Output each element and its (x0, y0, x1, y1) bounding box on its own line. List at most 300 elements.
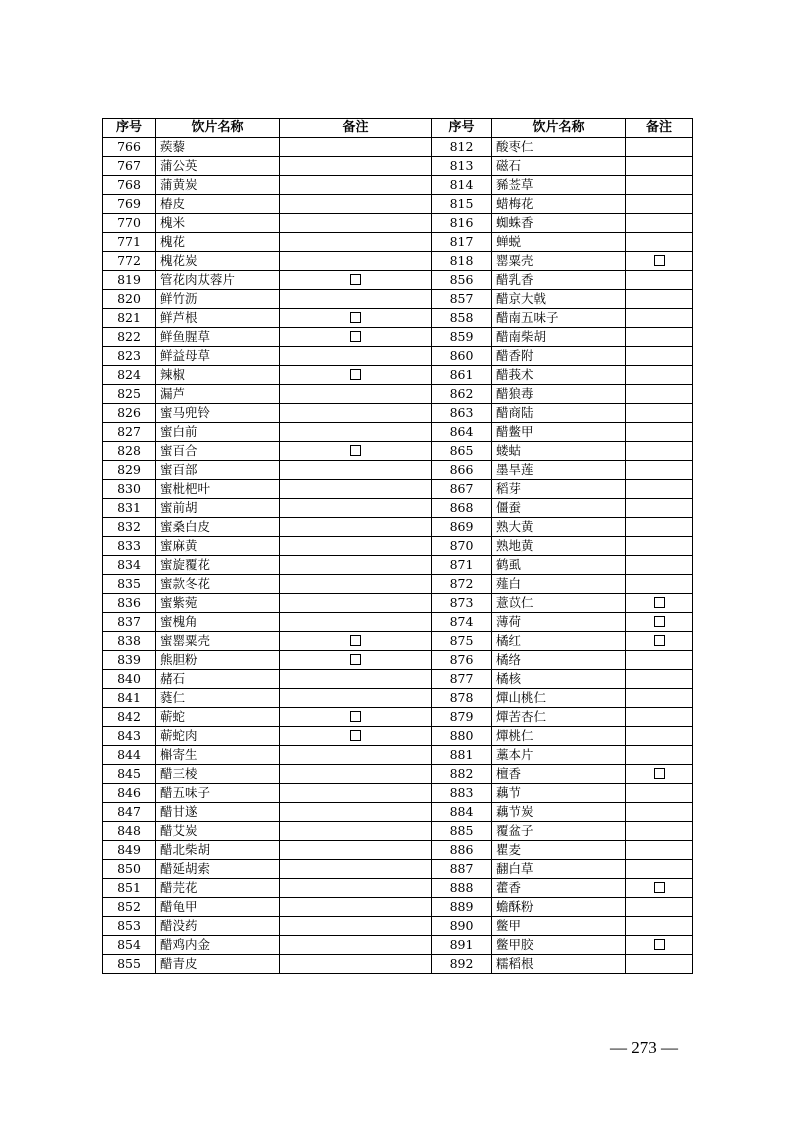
item-name: 醋南柴胡 (492, 328, 626, 347)
item-note (626, 575, 693, 594)
item-note (280, 442, 432, 461)
item-note (280, 803, 432, 822)
item-name: 醋鸡内金 (156, 936, 280, 955)
item-number: 813 (432, 157, 492, 176)
item-note (626, 708, 693, 727)
item-name: 墨旱莲 (492, 461, 626, 480)
item-number: 885 (432, 822, 492, 841)
item-number: 882 (432, 765, 492, 784)
item-note (280, 214, 432, 233)
item-name: 藕节炭 (492, 803, 626, 822)
item-note (626, 442, 693, 461)
item-number: 870 (432, 537, 492, 556)
item-name: 蟾酥粉 (492, 898, 626, 917)
item-name: 醋甘遂 (156, 803, 280, 822)
item-note (280, 480, 432, 499)
checkbox-icon (654, 939, 665, 950)
item-number: 826 (103, 404, 156, 423)
item-number: 819 (103, 271, 156, 290)
item-name: 蜜百部 (156, 461, 280, 480)
item-note (280, 252, 432, 271)
item-name: 醋香附 (492, 347, 626, 366)
item-note (280, 632, 432, 651)
item-note (280, 328, 432, 347)
item-name: 漏芦 (156, 385, 280, 404)
item-note (626, 176, 693, 195)
table-row (103, 537, 693, 556)
item-number: 848 (103, 822, 156, 841)
checkbox-icon (350, 730, 361, 741)
item-name: 蕲蛇 (156, 708, 280, 727)
item-name: 蒲公英 (156, 157, 280, 176)
table-row (103, 423, 693, 442)
item-name: 酸枣仁 (492, 138, 626, 157)
item-name: 醋商陆 (492, 404, 626, 423)
item-name: 醋延胡索 (156, 860, 280, 879)
table-row (103, 632, 693, 651)
item-note (626, 309, 693, 328)
item-name: 瞿麦 (492, 841, 626, 860)
item-note (280, 404, 432, 423)
item-number: 875 (432, 632, 492, 651)
item-name: 薄荷 (492, 613, 626, 632)
item-number: 834 (103, 556, 156, 575)
item-name: 稻芽 (492, 480, 626, 499)
item-name: 燀桃仁 (492, 727, 626, 746)
item-number: 772 (103, 252, 156, 271)
table-row (103, 575, 693, 594)
item-number: 880 (432, 727, 492, 746)
item-name: 醋没药 (156, 917, 280, 936)
item-note (626, 290, 693, 309)
item-note (280, 746, 432, 765)
item-note (626, 233, 693, 252)
item-note (280, 366, 432, 385)
item-note (280, 917, 432, 936)
table-row (103, 689, 693, 708)
table-row (103, 556, 693, 575)
item-note (280, 936, 432, 955)
item-note (626, 480, 693, 499)
item-name: 僵蚕 (492, 499, 626, 518)
item-name: 糯稻根 (492, 955, 626, 974)
checkbox-icon (350, 445, 361, 456)
item-name: 蜡梅花 (492, 195, 626, 214)
checkbox-icon (654, 635, 665, 646)
table-row (103, 442, 693, 461)
item-number: 836 (103, 594, 156, 613)
item-name: 蕲蛇肉 (156, 727, 280, 746)
item-name: 燀山桃仁 (492, 689, 626, 708)
item-number: 866 (432, 461, 492, 480)
table-row (103, 955, 693, 974)
item-name: 槐米 (156, 214, 280, 233)
item-name: 醋莪术 (492, 366, 626, 385)
item-number: 871 (432, 556, 492, 575)
item-number: 865 (432, 442, 492, 461)
item-note (626, 252, 693, 271)
item-name: 醋艾炭 (156, 822, 280, 841)
item-name: 熊胆粉 (156, 651, 280, 670)
item-name: 醋京大戟 (492, 290, 626, 309)
item-number: 771 (103, 233, 156, 252)
item-name: 醋龟甲 (156, 898, 280, 917)
item-note (280, 423, 432, 442)
item-number: 861 (432, 366, 492, 385)
item-number: 766 (103, 138, 156, 157)
item-note (280, 784, 432, 803)
item-note (280, 708, 432, 727)
item-note (280, 670, 432, 689)
item-note (280, 594, 432, 613)
item-name: 醋青皮 (156, 955, 280, 974)
item-number: 842 (103, 708, 156, 727)
item-number: 847 (103, 803, 156, 822)
item-note (626, 955, 693, 974)
item-number: 767 (103, 157, 156, 176)
item-name: 鹤虱 (492, 556, 626, 575)
item-number: 828 (103, 442, 156, 461)
item-name: 橘红 (492, 632, 626, 651)
item-name: 藁本片 (492, 746, 626, 765)
item-name: 蜜桑白皮 (156, 518, 280, 537)
item-number: 816 (432, 214, 492, 233)
item-number: 853 (103, 917, 156, 936)
item-number: 815 (432, 195, 492, 214)
item-name: 蜜旋覆花 (156, 556, 280, 575)
header-row (103, 119, 693, 138)
item-note (626, 328, 693, 347)
checkbox-icon (350, 654, 361, 665)
table-row (103, 708, 693, 727)
table-row (103, 214, 693, 233)
table-row (103, 176, 693, 195)
item-number: 874 (432, 613, 492, 632)
item-note (626, 651, 693, 670)
table-row (103, 195, 693, 214)
item-name: 蜘蛛香 (492, 214, 626, 233)
item-number: 838 (103, 632, 156, 651)
item-name: 蒺藜 (156, 138, 280, 157)
header-name-left: 饮片名称 (156, 119, 280, 138)
checkbox-icon (350, 711, 361, 722)
item-number: 858 (432, 309, 492, 328)
item-number: 827 (103, 423, 156, 442)
item-name: 醋五味子 (156, 784, 280, 803)
header-note-right: 备注 (626, 119, 693, 138)
item-number: 851 (103, 879, 156, 898)
table-row (103, 404, 693, 423)
item-note (280, 499, 432, 518)
item-note (626, 423, 693, 442)
item-name: 蜜百合 (156, 442, 280, 461)
page-number: — 273 — (610, 1038, 678, 1057)
item-note (626, 271, 693, 290)
item-number: 817 (432, 233, 492, 252)
item-number: 856 (432, 271, 492, 290)
table-row (103, 898, 693, 917)
item-note (626, 385, 693, 404)
table-row (103, 879, 693, 898)
item-name: 蜜罂粟壳 (156, 632, 280, 651)
item-name: 覆盆子 (492, 822, 626, 841)
item-note (280, 689, 432, 708)
item-name: 蜜款冬花 (156, 575, 280, 594)
item-note (280, 461, 432, 480)
item-name: 醋鳖甲 (492, 423, 626, 442)
item-note (280, 651, 432, 670)
item-name: 蜜槐角 (156, 613, 280, 632)
item-name: 醋狼毒 (492, 385, 626, 404)
item-name: 槲寄生 (156, 746, 280, 765)
table-row (103, 252, 693, 271)
item-number: 872 (432, 575, 492, 594)
item-name: 熟地黄 (492, 537, 626, 556)
item-name: 醋芫花 (156, 879, 280, 898)
table-row (103, 670, 693, 689)
item-number: 841 (103, 689, 156, 708)
item-number: 889 (432, 898, 492, 917)
checkbox-icon (654, 597, 665, 608)
item-note (280, 233, 432, 252)
item-note (626, 195, 693, 214)
item-note (626, 366, 693, 385)
item-name: 薏苡仁 (492, 594, 626, 613)
table-row (103, 309, 693, 328)
item-number: 814 (432, 176, 492, 195)
item-number: 879 (432, 708, 492, 727)
table-row (103, 385, 693, 404)
item-note (280, 822, 432, 841)
item-note (626, 499, 693, 518)
item-number: 830 (103, 480, 156, 499)
item-note (626, 157, 693, 176)
table-row (103, 518, 693, 537)
table-row (103, 594, 693, 613)
item-name: 翻白草 (492, 860, 626, 879)
item-note (280, 347, 432, 366)
item-number: 833 (103, 537, 156, 556)
item-name: 蜜白前 (156, 423, 280, 442)
item-note (280, 613, 432, 632)
item-note (626, 632, 693, 651)
item-name: 蕤仁 (156, 689, 280, 708)
item-note (280, 271, 432, 290)
item-name: 熟大黄 (492, 518, 626, 537)
item-number: 821 (103, 309, 156, 328)
item-note (280, 195, 432, 214)
item-number: 835 (103, 575, 156, 594)
item-name: 橘络 (492, 651, 626, 670)
table-row (103, 480, 693, 499)
table-row (103, 784, 693, 803)
item-number: 840 (103, 670, 156, 689)
item-note (626, 898, 693, 917)
item-name: 豨莶草 (492, 176, 626, 195)
table-row (103, 157, 693, 176)
item-note (280, 556, 432, 575)
header-name-right: 饮片名称 (492, 119, 626, 138)
table-row (103, 366, 693, 385)
item-number: 846 (103, 784, 156, 803)
item-name: 管花肉苁蓉片 (156, 271, 280, 290)
table-row (103, 746, 693, 765)
item-note (626, 803, 693, 822)
table-body (103, 138, 693, 974)
table-row (103, 613, 693, 632)
item-number: 818 (432, 252, 492, 271)
item-note (280, 879, 432, 898)
item-note (280, 765, 432, 784)
item-number: 864 (432, 423, 492, 442)
table-row (103, 651, 693, 670)
table-row (103, 917, 693, 936)
item-name: 醋南五味子 (492, 309, 626, 328)
checkbox-icon (350, 312, 361, 323)
item-note (280, 898, 432, 917)
item-number: 850 (103, 860, 156, 879)
item-name: 辣椒 (156, 366, 280, 385)
item-note (280, 385, 432, 404)
item-note (280, 176, 432, 195)
item-note (626, 727, 693, 746)
item-note (626, 936, 693, 955)
item-note (626, 537, 693, 556)
item-number: 883 (432, 784, 492, 803)
item-number: 824 (103, 366, 156, 385)
table-row (103, 860, 693, 879)
table-row (103, 271, 693, 290)
item-note (626, 689, 693, 708)
item-name: 鳖甲胶 (492, 936, 626, 955)
item-name: 磁石 (492, 157, 626, 176)
item-note (626, 670, 693, 689)
item-note (280, 157, 432, 176)
item-number: 843 (103, 727, 156, 746)
item-note (626, 214, 693, 233)
item-number: 887 (432, 860, 492, 879)
item-number: 822 (103, 328, 156, 347)
table-row (103, 328, 693, 347)
item-note (626, 404, 693, 423)
item-note (626, 138, 693, 157)
item-note (280, 955, 432, 974)
item-number: 863 (432, 404, 492, 423)
item-number: 831 (103, 499, 156, 518)
item-note (626, 518, 693, 537)
item-name: 醋三棱 (156, 765, 280, 784)
item-number: 869 (432, 518, 492, 537)
item-name: 赭石 (156, 670, 280, 689)
item-number: 844 (103, 746, 156, 765)
item-note (280, 309, 432, 328)
item-number: 867 (432, 480, 492, 499)
item-number: 820 (103, 290, 156, 309)
table-row (103, 290, 693, 309)
item-note (626, 613, 693, 632)
item-note (280, 138, 432, 157)
item-number: 825 (103, 385, 156, 404)
item-number: 877 (432, 670, 492, 689)
item-name: 蜜枇杷叶 (156, 480, 280, 499)
item-note (280, 727, 432, 746)
table-row (103, 803, 693, 822)
item-note (626, 556, 693, 575)
item-number: 854 (103, 936, 156, 955)
item-number: 845 (103, 765, 156, 784)
item-name: 蜜紫菀 (156, 594, 280, 613)
item-number: 832 (103, 518, 156, 537)
item-number: 892 (432, 955, 492, 974)
checkbox-icon (350, 331, 361, 342)
item-name: 橘核 (492, 670, 626, 689)
item-name: 蒲黄炭 (156, 176, 280, 195)
item-number: 857 (432, 290, 492, 309)
table-row (103, 936, 693, 955)
checkbox-icon (350, 274, 361, 285)
item-name: 鲜竹沥 (156, 290, 280, 309)
header-no-right: 序号 (432, 119, 492, 138)
table-row (103, 461, 693, 480)
item-note (280, 860, 432, 879)
item-number: 837 (103, 613, 156, 632)
item-number: 770 (103, 214, 156, 233)
checkbox-icon (654, 255, 665, 266)
item-name: 蜜马兜铃 (156, 404, 280, 423)
checkbox-icon (654, 882, 665, 893)
table-row (103, 138, 693, 157)
herb-table (102, 118, 693, 974)
table-row (103, 727, 693, 746)
table-row (103, 765, 693, 784)
item-name: 鲜鱼腥草 (156, 328, 280, 347)
table-row (103, 841, 693, 860)
item-number: 839 (103, 651, 156, 670)
item-name: 鳖甲 (492, 917, 626, 936)
item-number: 873 (432, 594, 492, 613)
item-number: 829 (103, 461, 156, 480)
item-number: 862 (432, 385, 492, 404)
item-name: 燀苦杏仁 (492, 708, 626, 727)
item-note (280, 841, 432, 860)
item-name: 藿香 (492, 879, 626, 898)
table-row (103, 822, 693, 841)
item-number: 860 (432, 347, 492, 366)
item-name: 醋北柴胡 (156, 841, 280, 860)
header-no-left: 序号 (103, 119, 156, 138)
item-note (626, 879, 693, 898)
item-name: 槐花炭 (156, 252, 280, 271)
item-number: 859 (432, 328, 492, 347)
item-number: 888 (432, 879, 492, 898)
item-number: 823 (103, 347, 156, 366)
item-number: 878 (432, 689, 492, 708)
item-number: 884 (432, 803, 492, 822)
checkbox-icon (654, 768, 665, 779)
item-note (280, 575, 432, 594)
item-number: 868 (432, 499, 492, 518)
item-note (626, 917, 693, 936)
item-note (626, 746, 693, 765)
checkbox-icon (350, 369, 361, 380)
item-note (626, 347, 693, 366)
item-name: 醋乳香 (492, 271, 626, 290)
item-name: 鲜益母草 (156, 347, 280, 366)
table-row (103, 499, 693, 518)
item-note (626, 841, 693, 860)
item-note (626, 784, 693, 803)
item-name: 蜜前胡 (156, 499, 280, 518)
